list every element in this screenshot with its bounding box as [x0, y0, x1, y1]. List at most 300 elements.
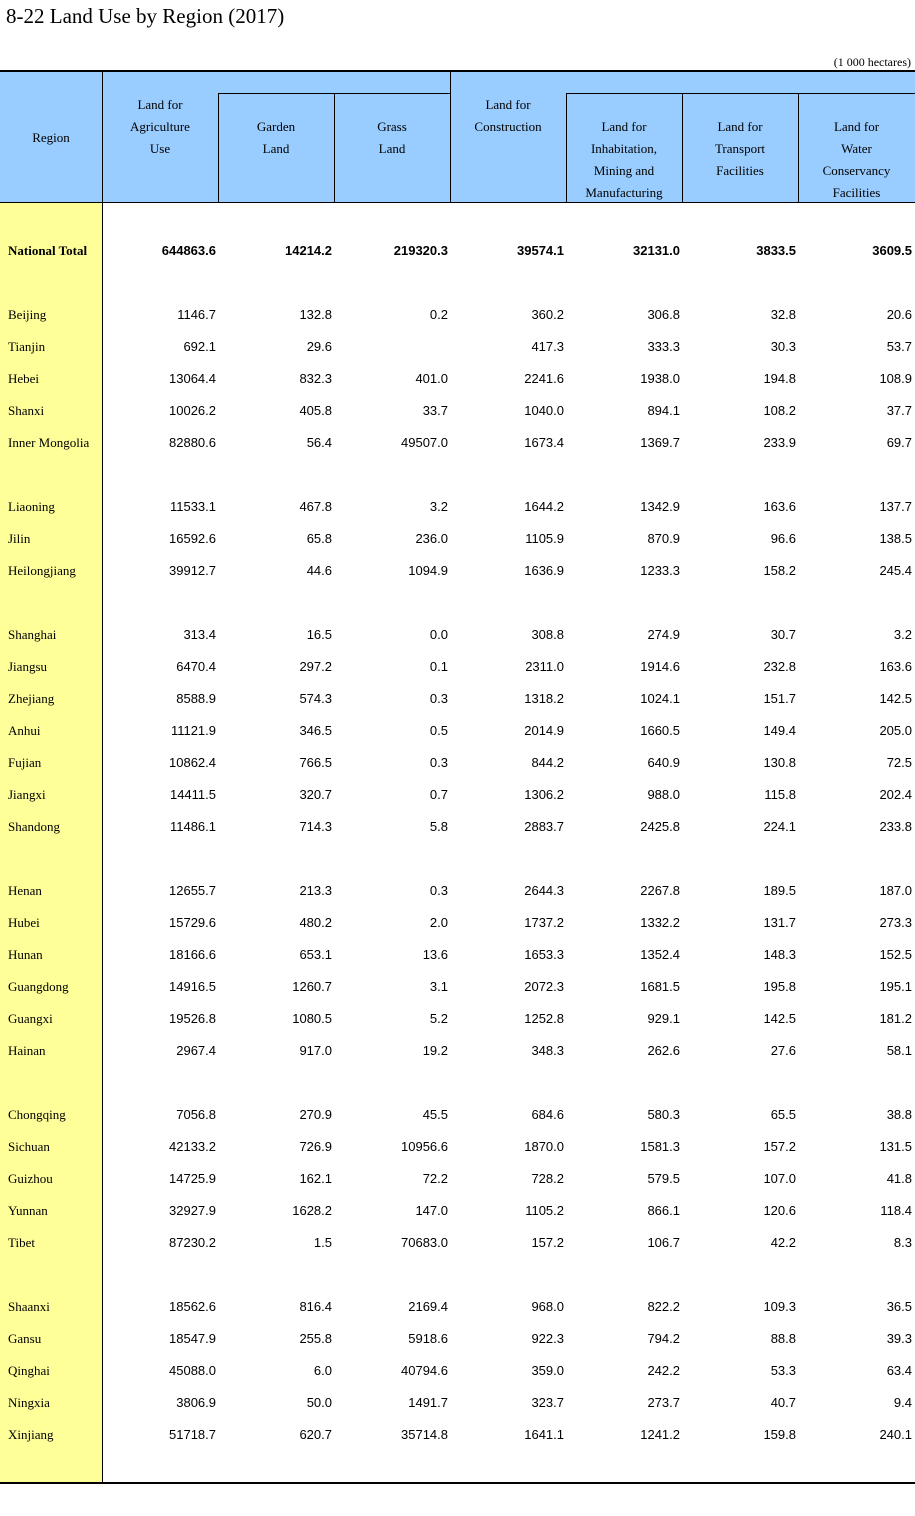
value-cell: 1040.0	[524, 403, 564, 418]
value-cell: 1870.0	[524, 1139, 564, 1154]
value-cell: 894.1	[647, 403, 680, 418]
value-cell: 14411.5	[169, 787, 216, 802]
value-cell: 205.0	[879, 723, 912, 738]
value-cell: 726.9	[299, 1139, 332, 1154]
value-cell: 32.8	[770, 307, 796, 322]
header-water-line: Land for	[833, 119, 880, 134]
value-cell: 162.1	[299, 1171, 332, 1186]
value-cell: 1581.3	[640, 1139, 680, 1154]
page-title: 8-22 Land Use by Region (2017)	[6, 4, 285, 28]
value-cell: 9.4	[893, 1395, 912, 1410]
value-cell: 18166.6	[169, 947, 216, 962]
header-construction-line: Land for	[485, 97, 531, 112]
table-row	[0, 1363, 915, 1383]
region-name: Sichuan	[8, 1139, 50, 1154]
table-row	[0, 723, 915, 743]
table-row	[0, 659, 915, 679]
region-name: Hebei	[8, 371, 40, 386]
region-name: Shandong	[8, 819, 60, 834]
value-cell: 0.5	[429, 723, 448, 738]
value-cell: 88.8	[770, 1331, 796, 1346]
region-name: Shanghai	[8, 627, 57, 642]
table-row	[0, 1235, 915, 1255]
value-cell: 273.7	[647, 1395, 680, 1410]
value-cell: 44.6	[306, 563, 332, 578]
value-cell: 2425.8	[640, 819, 680, 834]
table-row	[0, 979, 915, 999]
value-cell: 1938.0	[640, 371, 680, 386]
value-cell: 65.5	[770, 1107, 796, 1122]
table-row	[0, 1203, 915, 1223]
region-name: Tianjin	[8, 339, 46, 354]
value-cell: 1332.2	[640, 915, 680, 930]
total-row	[0, 243, 915, 263]
value-cell: 187.0	[879, 883, 912, 898]
value-cell: 18562.6	[169, 1299, 216, 1314]
region-name: Ningxia	[8, 1395, 50, 1410]
value-cell: 82880.6	[169, 435, 216, 450]
value-cell: 2267.8	[640, 883, 680, 898]
value-cell: 2311.0	[525, 659, 564, 674]
value-cell: 163.6	[879, 659, 912, 674]
value-cell: 13064.4	[169, 371, 216, 386]
value-cell: 2883.7	[524, 819, 564, 834]
table-row	[0, 1299, 915, 1319]
value-cell: 870.9	[647, 531, 680, 546]
region-name: Tibet	[8, 1235, 35, 1250]
header-agri-line: Land for	[137, 97, 183, 112]
value-cell: 5.8	[429, 819, 448, 834]
value-cell: 1094.9	[408, 563, 448, 578]
value-cell: 53.7	[886, 339, 912, 354]
value-cell: 1628.2	[292, 1203, 332, 1218]
header-bottom-rule	[0, 202, 915, 203]
value-cell: 96.6	[770, 531, 796, 546]
value-cell: 333.3	[647, 339, 680, 354]
value-cell: 45088.0	[169, 1363, 216, 1378]
value-cell: 2169.4	[408, 1299, 448, 1314]
value-cell: 6470.4	[176, 659, 216, 674]
region-name: Jilin	[8, 531, 31, 546]
value-cell: 245.4	[879, 563, 912, 578]
header-region	[0, 127, 102, 149]
value-cell: 142.5	[763, 1011, 796, 1026]
value-cell: 10956.6	[401, 1139, 448, 1154]
region-name: Hubei	[8, 915, 40, 930]
value-cell: 1352.4	[640, 947, 680, 962]
value-cell: 3833.5	[756, 243, 796, 258]
value-cell: 832.3	[299, 371, 332, 386]
value-cell: 3.2	[429, 499, 448, 514]
table-row	[0, 371, 915, 391]
value-cell: 148.3	[763, 947, 796, 962]
value-cell: 109.3	[763, 1299, 796, 1314]
value-cell: 417.3	[531, 339, 564, 354]
value-cell: 2241.6	[524, 371, 564, 386]
value-cell: 131.5	[879, 1139, 912, 1154]
region-name: Jiangsu	[8, 659, 47, 674]
value-cell: 1636.9	[524, 563, 564, 578]
value-cell: 0.3	[429, 755, 448, 770]
region-column-background	[0, 203, 102, 1483]
value-cell: 794.2	[647, 1331, 680, 1346]
value-cell: 11121.9	[170, 723, 216, 738]
value-cell: 1024.1	[640, 691, 680, 706]
value-cell: 45.5	[422, 1107, 448, 1122]
value-cell: 320.7	[299, 787, 332, 802]
value-cell: 63.4	[886, 1363, 912, 1378]
region-name: Qinghai	[8, 1363, 50, 1378]
value-cell: 32131.0	[633, 243, 680, 258]
header-agri-line: Use	[149, 141, 171, 156]
table-row	[0, 307, 915, 327]
value-cell: 11533.1	[169, 499, 216, 514]
value-cell: 42.2	[770, 1235, 796, 1250]
value-cell: 644863.6	[161, 243, 216, 258]
region-name: Shanxi	[8, 403, 45, 418]
value-cell: 149.4	[763, 723, 796, 738]
value-cell: 1241.2	[640, 1427, 680, 1442]
value-cell: 1252.8	[524, 1011, 564, 1026]
value-cell: 640.9	[647, 755, 680, 770]
table-row	[0, 819, 915, 839]
header-water	[798, 116, 915, 204]
region-name: Jiangxi	[8, 787, 46, 802]
table-row	[0, 1427, 915, 1447]
value-cell: 1914.6	[640, 659, 680, 674]
header-inhab-line: Land for	[601, 119, 647, 134]
value-cell: 108.9	[879, 371, 912, 386]
region-name: Fujian	[8, 755, 42, 770]
value-cell: 270.9	[299, 1107, 332, 1122]
header-subrule-agri	[218, 93, 451, 94]
value-cell: 1.5	[313, 1235, 332, 1250]
value-cell: 2072.3	[524, 979, 564, 994]
value-cell: 1105.9	[525, 531, 564, 546]
header-construction	[450, 94, 566, 138]
value-cell: 714.3	[299, 819, 332, 834]
value-cell: 866.1	[647, 1203, 680, 1218]
value-cell: 306.8	[647, 307, 680, 322]
value-cell: 348.3	[531, 1043, 564, 1058]
table-row	[0, 883, 915, 903]
value-cell: 3.2	[893, 627, 912, 642]
value-cell: 323.7	[531, 1395, 564, 1410]
header-construction-line: Construction	[474, 119, 542, 134]
value-cell: 38.8	[886, 1107, 912, 1122]
value-cell: 14725.9	[169, 1171, 216, 1186]
table-row	[0, 1139, 915, 1159]
header-transport-line: Transport	[714, 141, 766, 156]
value-cell: 56.4	[306, 435, 332, 450]
header-grass-line: Grass	[377, 119, 407, 134]
value-cell: 3.1	[429, 979, 448, 994]
table-row	[0, 531, 915, 551]
value-cell: 163.6	[763, 499, 796, 514]
value-cell: 574.3	[299, 691, 332, 706]
value-cell: 87230.2	[169, 1235, 216, 1250]
value-cell: 131.7	[763, 915, 796, 930]
value-cell: 1641.1	[524, 1427, 564, 1442]
region-name: Henan	[8, 883, 42, 898]
value-cell: 72.5	[886, 755, 912, 770]
value-cell: 0.2	[429, 307, 448, 322]
value-cell: 236.0	[415, 531, 448, 546]
value-cell: 233.8	[879, 819, 912, 834]
region-name: Inner Mongolia	[8, 435, 90, 450]
header-inhabitation	[566, 116, 682, 204]
value-cell: 922.3	[531, 1331, 564, 1346]
region-name: Beijing	[8, 307, 47, 322]
value-cell: 39912.7	[169, 563, 216, 578]
value-cell: 360.2	[531, 307, 564, 322]
value-cell: 1673.4	[524, 435, 564, 450]
value-cell: 579.5	[647, 1171, 680, 1186]
value-cell: 189.5	[763, 883, 796, 898]
header-water-line: Conservancy	[822, 163, 891, 178]
value-cell: 11486.1	[169, 819, 216, 834]
header-garden-line: Land	[262, 141, 290, 156]
value-cell: 1491.7	[408, 1395, 448, 1410]
value-cell: 1260.7	[292, 979, 332, 994]
value-cell: 138.5	[879, 531, 912, 546]
value-cell: 1681.5	[640, 979, 680, 994]
value-cell: 929.1	[647, 1011, 680, 1026]
table-row	[0, 339, 915, 359]
table-row	[0, 947, 915, 967]
value-cell: 115.8	[764, 787, 796, 802]
value-cell: 130.8	[763, 755, 796, 770]
value-cell: 0.7	[429, 787, 448, 802]
value-cell: 14214.2	[285, 243, 332, 258]
value-cell: 16592.6	[169, 531, 216, 546]
table-row	[0, 755, 915, 775]
value-cell: 240.1	[879, 1427, 912, 1442]
region-name: Shaanxi	[8, 1299, 50, 1314]
value-cell: 65.8	[306, 531, 332, 546]
value-cell: 988.0	[647, 787, 680, 802]
table-row	[0, 1331, 915, 1351]
unit-note: (1 000 hectares)	[833, 55, 911, 69]
value-cell: 968.0	[531, 1299, 564, 1314]
value-cell: 1644.2	[524, 499, 564, 514]
value-cell: 30.7	[770, 627, 796, 642]
value-cell: 107.0	[763, 1171, 796, 1186]
value-cell: 620.7	[299, 1427, 332, 1442]
value-cell: 1660.5	[640, 723, 680, 738]
header-inhab-line: Manufacturing	[585, 185, 663, 200]
region-name: Hunan	[8, 947, 43, 962]
value-cell: 917.0	[299, 1043, 332, 1058]
value-cell: 18547.9	[169, 1331, 216, 1346]
value-cell: 580.3	[647, 1107, 680, 1122]
value-cell: 255.8	[299, 1331, 332, 1346]
region-name: Yunnan	[8, 1203, 48, 1218]
value-cell: 132.8	[299, 307, 332, 322]
value-cell: 69.7	[886, 435, 912, 450]
table-row	[0, 915, 915, 935]
value-cell: 37.7	[886, 403, 912, 418]
table-row	[0, 1011, 915, 1031]
value-cell: 159.8	[763, 1427, 796, 1442]
value-cell: 137.7	[879, 499, 912, 514]
value-cell: 10862.4	[169, 755, 216, 770]
header-subrule-construction	[566, 93, 915, 94]
header-garden	[218, 116, 334, 160]
value-cell: 653.1	[299, 947, 332, 962]
table-row	[0, 787, 915, 807]
value-cell: 41.8	[886, 1171, 912, 1186]
value-cell: 120.6	[763, 1203, 796, 1218]
value-cell: 151.7	[763, 691, 796, 706]
header-transport-line: Facilities	[716, 163, 764, 178]
value-cell: 10026.2	[169, 403, 216, 418]
value-cell: 1105.2	[525, 1203, 564, 1218]
value-cell: 1146.7	[177, 307, 216, 322]
value-cell: 70683.0	[401, 1235, 448, 1250]
header-transport-line: Land for	[717, 119, 763, 134]
region-name: Guangxi	[8, 1011, 53, 1026]
value-cell: 313.4	[183, 627, 216, 642]
value-cell: 142.5	[879, 691, 912, 706]
value-cell: 158.2	[763, 563, 796, 578]
region-name: Gansu	[8, 1331, 42, 1346]
value-cell: 1653.3	[524, 947, 564, 962]
value-cell: 27.6	[770, 1043, 796, 1058]
value-cell: 30.3	[770, 339, 796, 354]
value-cell: 39.3	[886, 1331, 912, 1346]
value-cell: 1737.2	[524, 915, 564, 930]
value-cell: 1318.2	[524, 691, 564, 706]
value-cell: 5.2	[429, 1011, 448, 1026]
value-cell: 19526.8	[169, 1011, 216, 1026]
value-cell: 224.1	[763, 819, 796, 834]
value-cell: 58.1	[886, 1043, 912, 1058]
value-cell: 359.0	[531, 1363, 564, 1378]
value-cell: 401.0	[415, 371, 448, 386]
header-grass	[334, 116, 450, 160]
value-cell: 273.3	[879, 915, 912, 930]
value-cell: 53.3	[770, 1363, 796, 1378]
region-name: Zhejiang	[8, 691, 55, 706]
value-cell: 8588.9	[176, 691, 216, 706]
value-cell: 213.3	[299, 883, 332, 898]
table-row	[0, 563, 915, 583]
value-cell: 20.6	[886, 307, 912, 322]
value-cell: 308.8	[531, 627, 564, 642]
value-cell: 14916.5	[169, 979, 216, 994]
value-cell: 0.1	[429, 659, 448, 674]
value-cell: 195.1	[879, 979, 912, 994]
region-name: Guizhou	[8, 1171, 53, 1186]
value-cell: 50.0	[306, 1395, 332, 1410]
header-grass-line: Land	[378, 141, 406, 156]
value-cell: 6.0	[313, 1363, 332, 1378]
value-cell: 35714.8	[401, 1427, 448, 1442]
value-cell: 15729.6	[169, 915, 216, 930]
value-cell: 3806.9	[176, 1395, 216, 1410]
table-row	[0, 1395, 915, 1415]
value-cell: 0.0	[429, 627, 448, 642]
value-cell: 157.2	[763, 1139, 796, 1154]
value-cell: 844.2	[531, 755, 564, 770]
value-cell: 3609.5	[872, 243, 912, 258]
value-cell: 152.5	[879, 947, 912, 962]
value-cell: 202.4	[879, 787, 912, 802]
value-cell: 0.3	[429, 883, 448, 898]
value-cell: 692.1	[183, 339, 216, 354]
value-cell: 42133.2	[169, 1139, 216, 1154]
value-cell: 118.4	[880, 1203, 912, 1218]
value-cell: 480.2	[299, 915, 332, 930]
table-row	[0, 403, 915, 423]
table-row	[0, 627, 915, 647]
value-cell: 8.3	[893, 1235, 912, 1250]
value-cell: 195.8	[763, 979, 796, 994]
value-cell: 232.8	[763, 659, 796, 674]
header-agri-line: Agriculture	[130, 119, 190, 134]
header-garden-line: Garden	[256, 119, 296, 134]
value-cell: 0.3	[429, 691, 448, 706]
header-water-line: Water	[841, 141, 872, 156]
table-row	[0, 1107, 915, 1127]
value-cell: 2967.4	[176, 1043, 216, 1058]
table-row	[0, 691, 915, 711]
header-agriculture	[102, 94, 218, 160]
value-cell: 346.5	[299, 723, 332, 738]
region-name: Guangdong	[8, 979, 69, 994]
value-cell: 39574.1	[517, 243, 564, 258]
value-cell: 72.2	[422, 1171, 448, 1186]
region-name: National Total	[8, 243, 88, 258]
value-cell: 242.2	[647, 1363, 680, 1378]
value-cell: 106.7	[647, 1235, 680, 1250]
value-cell: 147.0	[415, 1203, 448, 1218]
value-cell: 49507.0	[401, 435, 448, 450]
value-cell: 728.2	[531, 1171, 564, 1186]
value-cell: 2644.3	[524, 883, 564, 898]
value-cell: 108.2	[763, 403, 796, 418]
header-transport	[682, 116, 798, 182]
bottom-rule	[0, 1482, 915, 1484]
value-cell: 233.9	[763, 435, 796, 450]
value-cell: 405.8	[299, 403, 332, 418]
region-name: Chongqing	[8, 1107, 66, 1122]
value-cell: 684.6	[531, 1107, 564, 1122]
value-cell: 297.2	[299, 659, 332, 674]
value-cell: 36.5	[886, 1299, 912, 1314]
header-inhab-line: Inhabitation,	[590, 141, 658, 156]
value-cell: 40.7	[770, 1395, 796, 1410]
value-cell: 13.6	[422, 947, 448, 962]
value-cell: 274.9	[647, 627, 680, 642]
value-cell: 1369.7	[640, 435, 680, 450]
value-cell: 7056.8	[176, 1107, 216, 1122]
value-cell: 467.8	[299, 499, 332, 514]
value-cell: 40794.6	[401, 1363, 448, 1378]
top-rule	[0, 70, 915, 72]
table-row	[0, 499, 915, 519]
value-cell: 1306.2	[524, 787, 564, 802]
value-cell: 33.7	[422, 403, 448, 418]
header-inhab-line: Mining and	[593, 163, 655, 178]
header-region-label: Region	[32, 130, 70, 145]
value-cell: 219320.3	[393, 243, 448, 258]
region-name: Xinjiang	[8, 1427, 54, 1442]
value-cell: 822.2	[647, 1299, 680, 1314]
value-cell: 262.6	[647, 1043, 680, 1058]
value-cell: 16.5	[306, 627, 332, 642]
